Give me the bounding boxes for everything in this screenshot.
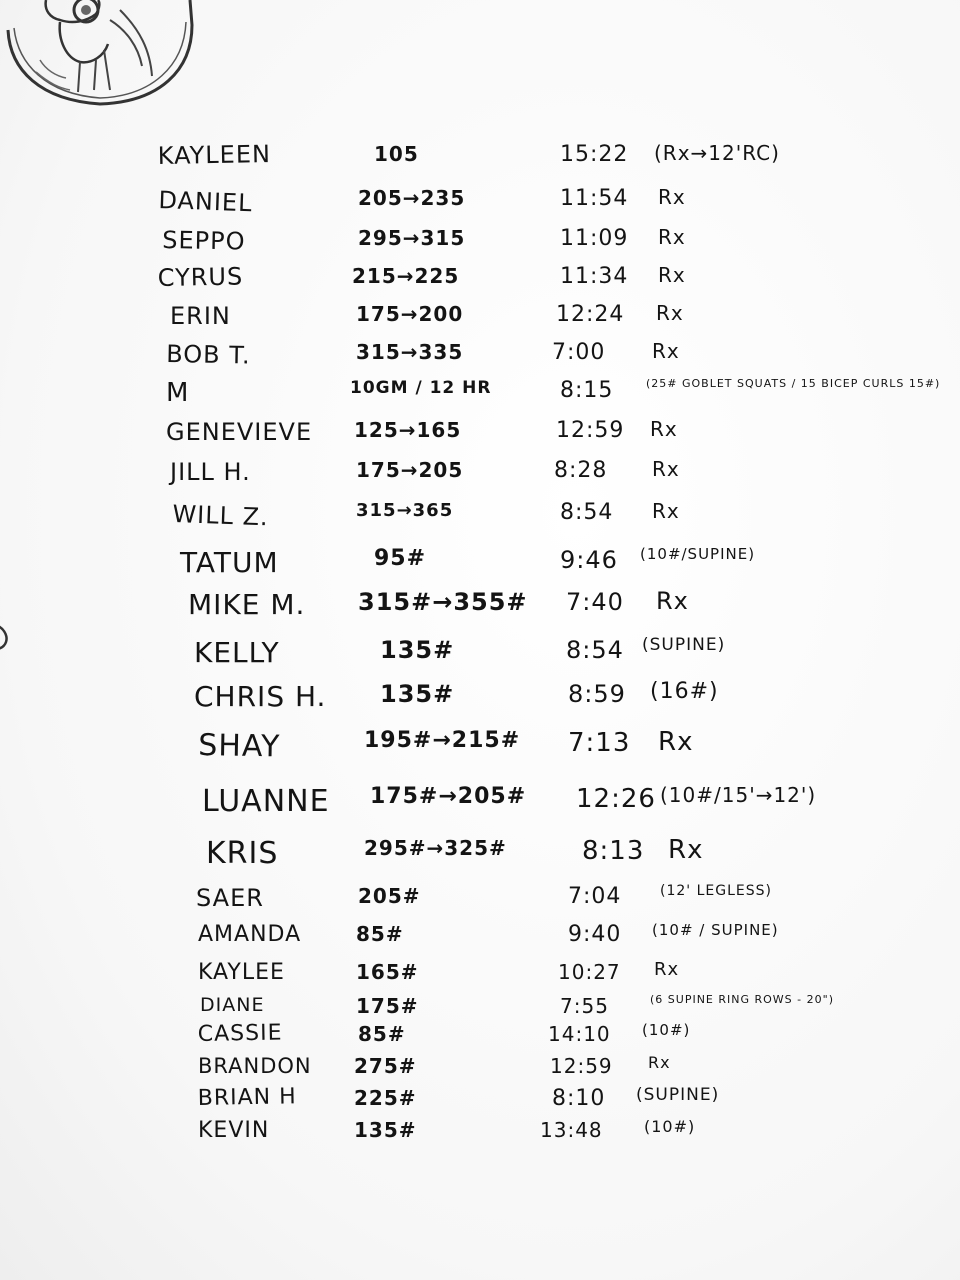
athlete-name: SHAY xyxy=(198,728,281,765)
athlete-time: 11:34 xyxy=(560,264,629,289)
athlete-note: Rx xyxy=(654,959,680,980)
athlete-time: 9:40 xyxy=(568,922,622,947)
result-row xyxy=(0,922,960,962)
athlete-note: (10# / SUPINE) xyxy=(652,921,779,939)
result-row xyxy=(0,784,960,824)
result-row xyxy=(0,186,960,226)
athlete-note: (25# GOBLET SQUATS / 15 BICEP CURLS 15#) xyxy=(646,377,941,390)
athlete-weight: 135# xyxy=(380,680,455,708)
athlete-weight: 315→335 xyxy=(356,340,464,364)
result-row xyxy=(0,458,960,498)
athlete-name: LUANNE xyxy=(202,784,330,819)
athlete-weight: 225# xyxy=(354,1086,417,1110)
athlete-note: (Rx→12'RC) xyxy=(654,141,780,165)
result-row xyxy=(0,340,960,380)
athlete-name: CYRUS xyxy=(157,262,244,292)
athlete-name: M xyxy=(166,378,190,408)
athlete-weight: 175# xyxy=(356,994,419,1018)
result-row xyxy=(0,378,960,418)
athlete-name: KAYLEE xyxy=(198,960,285,985)
athlete-note: Rx xyxy=(668,835,704,865)
athlete-note: (12' LEGLESS) xyxy=(660,883,772,899)
athlete-weight: 275# xyxy=(354,1054,417,1078)
athlete-note: Rx xyxy=(650,417,678,441)
result-row xyxy=(0,302,960,342)
athlete-note: Rx xyxy=(656,587,689,615)
athlete-time: 14:10 xyxy=(548,1022,611,1046)
athlete-weight: 315→365 xyxy=(356,500,454,521)
result-row xyxy=(0,836,960,876)
result-row xyxy=(0,728,960,768)
athlete-weight: 315#→355# xyxy=(358,588,528,616)
athlete-weight: 175#→205# xyxy=(370,784,527,809)
athlete-time: 8:13 xyxy=(582,836,645,866)
athlete-name: KEVIN xyxy=(198,1118,270,1143)
athlete-time: 7:55 xyxy=(560,994,609,1018)
result-row xyxy=(0,226,960,266)
athlete-name: WILL Z. xyxy=(172,500,270,532)
athlete-name: BOB T. xyxy=(166,340,251,370)
athlete-name: GENEVIEVE xyxy=(166,418,313,446)
athlete-name: KELLY xyxy=(194,636,280,669)
athlete-name: BRANDON xyxy=(198,1054,312,1078)
athlete-time: 15:22 xyxy=(560,142,629,167)
athlete-time: 7:13 xyxy=(568,728,631,758)
result-row xyxy=(0,636,960,676)
athlete-weight: 135# xyxy=(380,636,455,664)
athlete-weight: 105 xyxy=(374,142,419,166)
athlete-name: KAYLEEN xyxy=(157,140,272,170)
athlete-time: 10:27 xyxy=(558,960,621,984)
result-row xyxy=(0,1118,960,1158)
athlete-note: (SUPINE) xyxy=(642,635,726,655)
result-row xyxy=(0,142,960,182)
athlete-time: 7:00 xyxy=(552,340,606,365)
athlete-weight: 10GM / 12 HR xyxy=(350,378,492,398)
athlete-note: Rx xyxy=(652,339,680,363)
athlete-note: (10#) xyxy=(642,1021,691,1039)
athlete-weight: 85# xyxy=(356,922,404,946)
result-row xyxy=(0,500,960,540)
athlete-time: 11:54 xyxy=(560,186,629,211)
athlete-note: (SUPINE) xyxy=(636,1085,720,1105)
athlete-time: 13:48 xyxy=(540,1118,603,1142)
athlete-weight: 205→235 xyxy=(358,186,466,210)
result-row xyxy=(0,884,960,924)
athlete-name: SEPPO xyxy=(162,226,246,256)
athlete-name: AMANDA xyxy=(198,922,302,947)
athlete-note: (6 SUPINE RING ROWS - 20") xyxy=(650,993,834,1006)
athlete-time: 12:59 xyxy=(550,1054,613,1078)
athlete-time: 8:10 xyxy=(552,1086,606,1111)
athlete-time: 7:04 xyxy=(568,884,622,909)
athlete-note: Rx xyxy=(658,225,686,249)
athlete-time: 7:40 xyxy=(566,588,624,616)
result-row xyxy=(0,546,960,586)
athlete-name: CASSIE xyxy=(197,1020,283,1047)
athlete-time: 8:59 xyxy=(568,680,626,708)
athlete-time: 8:15 xyxy=(560,378,614,403)
athlete-note: Rx xyxy=(658,185,686,209)
athlete-note: Rx xyxy=(648,1053,671,1072)
athlete-name: DIANE xyxy=(200,994,265,1016)
athlete-name: TATUM xyxy=(180,546,279,579)
athlete-weight: 205# xyxy=(358,884,421,908)
athlete-weight: 125→165 xyxy=(354,418,462,442)
athlete-time: 8:54 xyxy=(566,636,624,664)
athlete-time: 8:28 xyxy=(554,458,608,483)
result-row xyxy=(0,588,960,628)
athlete-name: ERIN xyxy=(170,302,231,330)
athlete-weight: 195#→215# xyxy=(364,728,521,753)
athlete-time: 12:59 xyxy=(556,418,625,443)
athlete-note: Rx xyxy=(658,263,686,287)
result-row xyxy=(0,418,960,458)
athlete-note: Rx xyxy=(652,457,680,481)
athlete-note: Rx xyxy=(658,727,694,757)
result-row xyxy=(0,264,960,304)
athlete-weight: 85# xyxy=(358,1022,406,1046)
athlete-weight: 215→225 xyxy=(352,264,460,288)
athlete-weight: 175→205 xyxy=(356,458,464,482)
athlete-name: SAER xyxy=(196,884,264,912)
athlete-time: 8:54 xyxy=(560,500,614,525)
athlete-weight: 175→200 xyxy=(356,302,464,326)
athlete-weight: 295→315 xyxy=(358,226,466,250)
athlete-time: 11:09 xyxy=(560,226,629,251)
athlete-note: (10#) xyxy=(644,1117,696,1136)
athlete-name: MIKE M. xyxy=(188,588,306,621)
athlete-name: DANIEL xyxy=(158,186,253,218)
athlete-note: (10#/SUPINE) xyxy=(640,545,756,563)
athlete-weight: 165# xyxy=(356,960,419,984)
athlete-time: 12:26 xyxy=(576,784,656,814)
athlete-name: BRIAN H xyxy=(197,1084,297,1111)
athlete-name: KRIS xyxy=(206,836,279,871)
athlete-weight: 95# xyxy=(374,546,427,571)
athlete-note: Rx xyxy=(652,499,680,523)
athlete-note: (10#/15'→12') xyxy=(660,783,817,807)
athlete-note: Rx xyxy=(656,301,684,325)
athlete-time: 9:46 xyxy=(560,546,618,574)
athlete-name: JILL H. xyxy=(170,458,251,486)
athlete-weight: 135# xyxy=(354,1118,417,1142)
athlete-time: 12:24 xyxy=(556,302,625,327)
athlete-name: CHRIS H. xyxy=(194,680,327,713)
result-row xyxy=(0,680,960,720)
athlete-note: (16#) xyxy=(650,679,719,704)
athlete-weight: 295#→325# xyxy=(364,836,507,860)
